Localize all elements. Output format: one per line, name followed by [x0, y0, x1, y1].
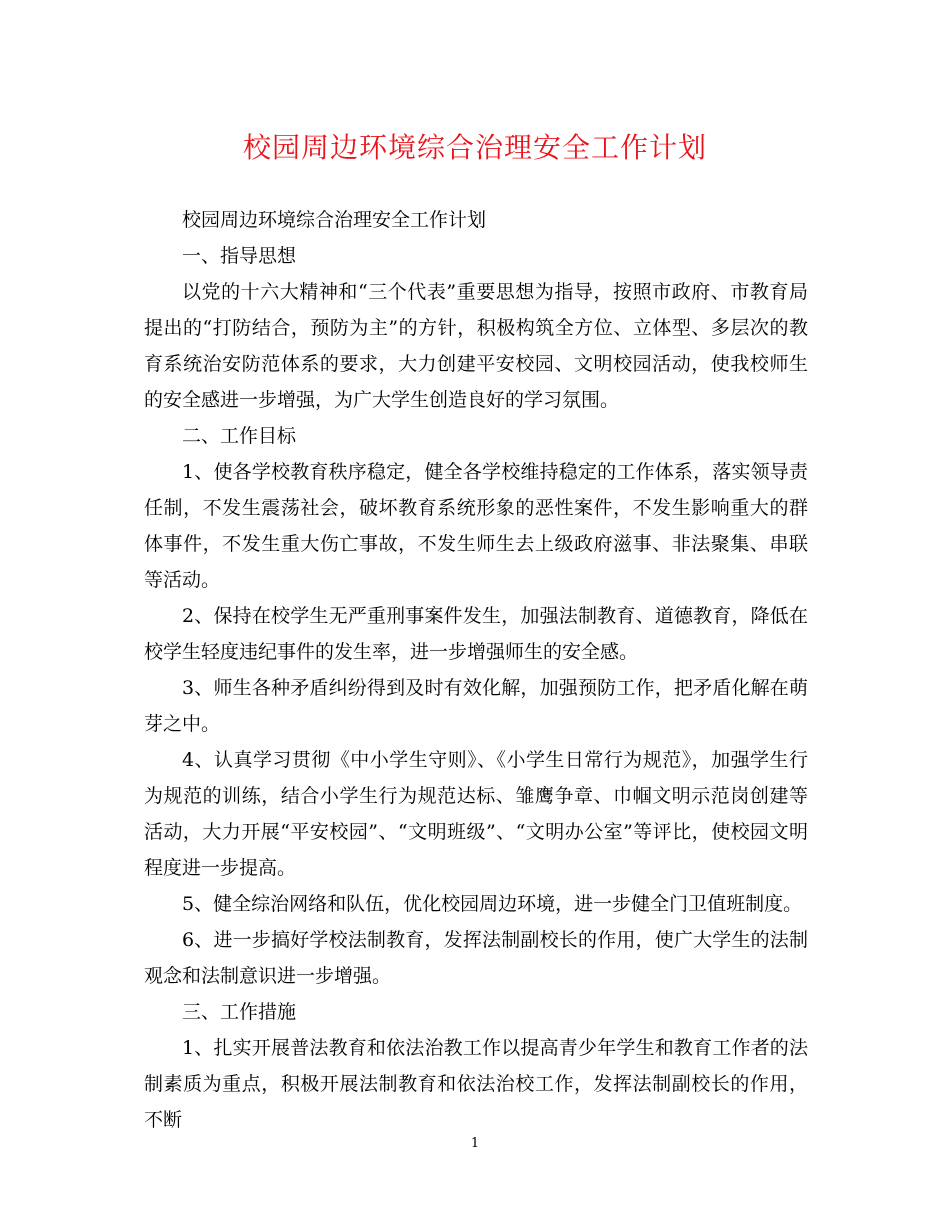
paragraph-subtitle: 校园周边环境综合治理安全工作计划: [182, 209, 487, 231]
paragraph-goal-6: 6、进一步搞好学校法制教育，发挥法制副校长的作用，使广大学生的法制观念和法制意识进一步增强。: [144, 929, 808, 987]
section-heading-work-measures: 三、工作措施: [182, 1001, 297, 1023]
paragraph-goal-1: 1、使各学校教育秩序稳定，健全各学校维持稳定的工作体系，落实领导责任制，不发生震荡社会，破坏教育系统形象的恶性案件，不发生影响重大的群体事件，不发生重大伤亡事故，不发生师生去上级政府滋事、非法聚集、串联等活动。: [144, 461, 808, 591]
paragraph-goal-4: 4、认真学习贯彻《中小学生守则》、《小学生日常行为规范》，加强学生行为规范的训练，结合小学生行为规范达标、雏鹰争章、巾帼文明示范岗创建等活动，大力开展“平安校园”、“文明班级”、“文明办公室”等评比，使校园文明程度进一步提高。: [144, 749, 808, 879]
paragraph-goal-5: 5、健全综治网络和队伍，优化校园周边环境，进一步健全门卫值班制度。: [182, 893, 803, 915]
paragraph-goal-3: 3、师生各种矛盾纠纷得到及时有效化解，加强预防工作，把矛盾化解在萌芽之中。: [144, 677, 808, 735]
paragraph-measure-1: 1、扎实开展普法教育和依法治教工作以提高青少年学生和教育工作者的法制素质为重点，积极开展法制教育和依法治校工作，发挥法制副校长的作用，不断: [144, 1037, 808, 1131]
document-body: [144, 202, 808, 1138]
section-heading-guiding-ideology: 一、指导思想: [182, 245, 297, 267]
document-title: 校园周边环境综合治理安全工作计划: [242, 131, 707, 164]
paragraph-goal-2: 2、保持在校学生无严重刑事案件发生，加强法制教育、道德教育，降低在校学生轻度违纪事件的发生率，进一步增强师生的安全感。: [144, 605, 808, 663]
paragraph-guiding-ideology: 以党的十六大精神和“三个代表”重要思想为指导，按照市政府、市教育局提出的“打防结合，预防为主”的方针，积极构筑全方位、立体型、多层次的教育系统治安防范体系的要求，大力创建平安校园、文明校园活动，使我校师生的安全感进一步增强，为广大学生创造良好的学习氛围。: [144, 281, 808, 411]
section-heading-work-goals: 二、工作目标: [182, 425, 297, 447]
page-number: 1: [470, 1136, 480, 1151]
